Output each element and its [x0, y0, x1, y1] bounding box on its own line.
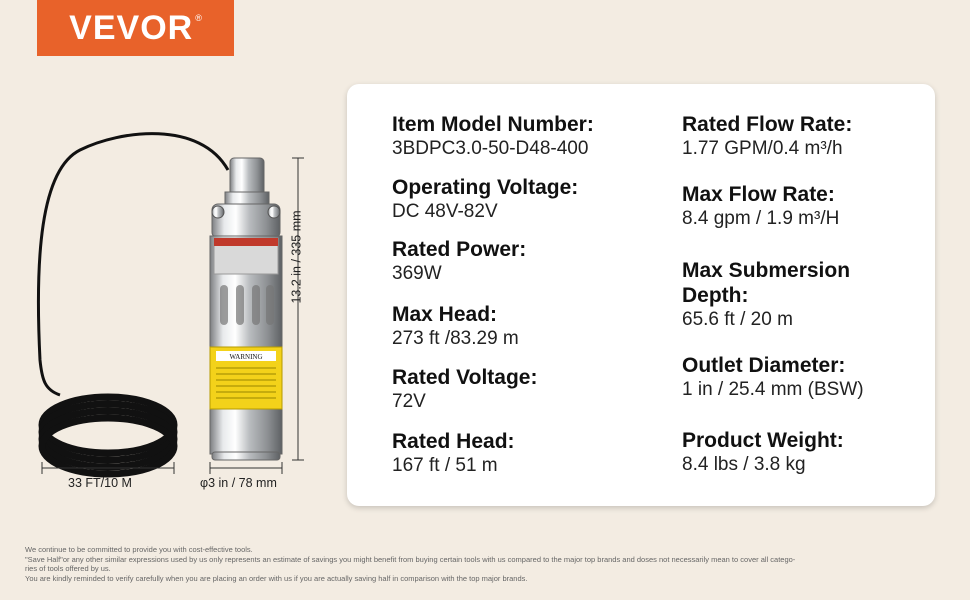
spec-rated-flow [682, 112, 852, 161]
brand-logo [37, 0, 234, 56]
cable-length-label: 33 FT/10 M [68, 476, 132, 490]
spec-label: Rated Voltage: [392, 366, 538, 389]
registered-mark: ® [195, 13, 202, 23]
spec-value: 1.77 GPM/0.4 m³/h [682, 138, 843, 159]
brand-logo-text: VEVOR [69, 8, 194, 47]
spec-value: 72V [392, 391, 426, 412]
spec-max-submersion [682, 258, 902, 332]
spec-label: Product Weight: [682, 429, 844, 452]
spec-value: DC 48V-82V [392, 201, 498, 222]
spec-label: Outlet Diameter: [682, 354, 846, 377]
disclaimer-line: We continue to be committed to provide you with cost-effective tools. [25, 545, 253, 554]
spec-label: Max Flow Rate: [682, 183, 835, 206]
spec-label: Rated Head: [392, 430, 515, 453]
spec-label: Max Head: [392, 303, 498, 326]
disclaimer-line: You are kindly reminded to verify carefully when you are placing an order with us if you are actually saving half in comparison with the top major brands. [25, 573, 528, 583]
spec-max-flow [682, 182, 839, 231]
spec-value: 273 ft /83.29 m [392, 328, 519, 349]
spec-card [347, 84, 935, 506]
spec-model [392, 112, 594, 161]
spec-value: 167 ft / 51 m [392, 455, 498, 476]
spec-label: Rated Flow Rate: [682, 113, 853, 136]
spec-label: Max Submersion Depth: [682, 259, 851, 307]
height-label: 13.2 in / 335 mm [289, 210, 304, 304]
spec-product-weight [682, 428, 844, 477]
product-illustration [0, 60, 340, 540]
warning-label: WARNING [229, 353, 263, 361]
spec-label: Operating Voltage: [392, 176, 579, 199]
spec-value: 65.6 ft / 20 m [682, 309, 793, 330]
spec-rated-power [392, 237, 526, 286]
spec-value: 8.4 gpm / 1.9 m³/H [682, 208, 840, 229]
spec-value: 8.4 lbs / 3.8 kg [682, 454, 806, 475]
spec-label: Item Model Number: [392, 113, 594, 136]
disclaimer-line: ries of tools offered by us. [25, 564, 111, 573]
diameter-label: φ3 in / 78 mm [200, 476, 277, 490]
spec-outlet-diameter [682, 353, 864, 402]
spec-rated-head [392, 429, 515, 478]
spec-value: 1 in / 25.4 mm (BSW) [682, 379, 864, 400]
spec-value: 3BDPC3.0-50-D48-400 [392, 138, 589, 159]
disclaimer [25, 545, 955, 583]
spec-operating-voltage [392, 175, 578, 224]
disclaimer-line: "Save Half"or any other similar expressions used by us only represents an estimate of savings you might benefit from buying certain tools with us compared to the major top brands and doses not necessarily mean to cover all catego- [25, 554, 796, 564]
spec-rated-voltage [392, 365, 537, 414]
spec-value: 369W [392, 263, 442, 284]
spec-label: Rated Power: [392, 238, 527, 261]
spec-max-head [392, 302, 519, 351]
